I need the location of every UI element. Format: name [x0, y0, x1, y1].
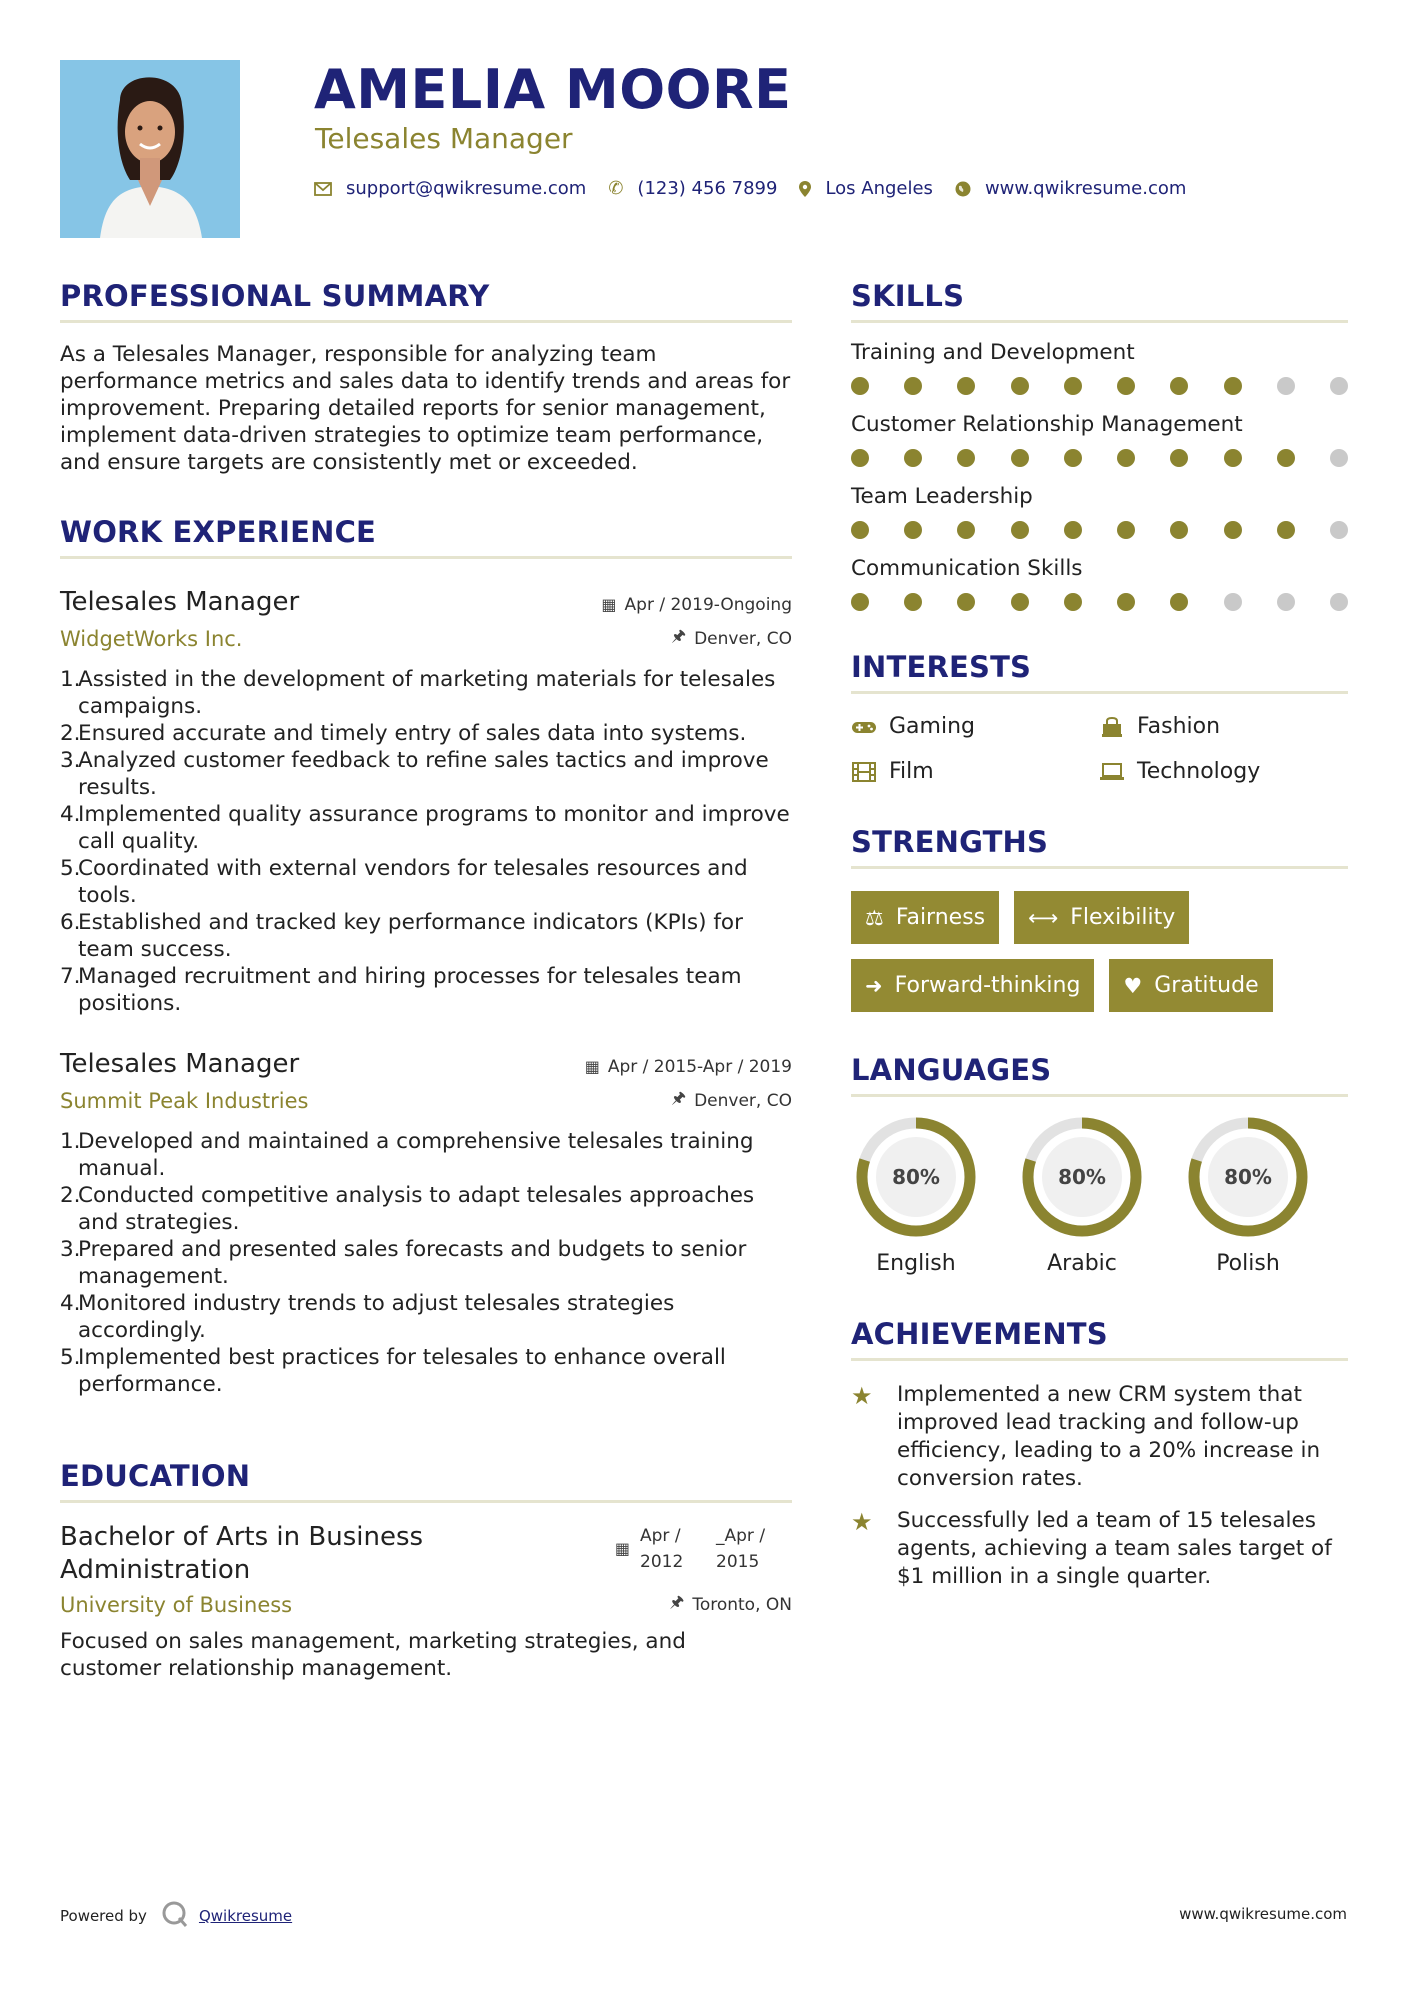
language-item [851, 1115, 981, 1276]
degree-title: Bachelor of Arts in Business Administration [60, 1522, 424, 1585]
skill-name: Communication Skills [851, 556, 1083, 581]
pushpin-icon: 🖈 [669, 1592, 685, 1611]
rating-dot [1170, 377, 1188, 395]
rating-dot [1330, 449, 1348, 467]
gamepad-icon [851, 719, 877, 735]
interests-grid [851, 714, 1348, 784]
rating-dot [904, 377, 922, 395]
interest-item: Technology [1099, 759, 1347, 784]
contact-email[interactable] [314, 178, 586, 199]
list-item: 1. Assisted in the development of marketing materials for telesales campaigns. [60, 667, 776, 719]
rating-dot [904, 449, 922, 467]
star-icon: ★ [851, 1508, 873, 1536]
company-name: Summit Peak Industries [60, 1088, 309, 1113]
qwikresume-logo-icon [161, 1900, 189, 1932]
rating-dot [851, 449, 869, 467]
language-name: Polish [1216, 1251, 1280, 1276]
skill-item [851, 339, 1348, 395]
strength-badge: ⟷ Flexibility [1014, 891, 1189, 944]
brand-link[interactable]: Qwikresume [198, 1907, 293, 1925]
languages-list [851, 1115, 1348, 1276]
rating-dot [1170, 521, 1188, 539]
shopping-bag-icon [1099, 716, 1125, 738]
skill-name: Training and Development [851, 340, 1135, 365]
education-dates: ▦ Apr / 2012 _Apr / 2015 [614, 1526, 766, 1572]
skill-name: Team Leadership [851, 484, 1033, 509]
skill-rating [851, 593, 1348, 611]
language-percent: 80% [1224, 1165, 1272, 1189]
interest-item: Film [851, 759, 1099, 784]
map-marker-icon [799, 181, 811, 197]
globe-icon [955, 181, 971, 197]
list-item: 4. Monitored industry trends to adjust telesales strategies accordingly. [60, 1291, 675, 1343]
language-percent: 80% [892, 1165, 940, 1189]
job-duties-list [60, 1128, 792, 1398]
rating-dot [1277, 593, 1295, 611]
rating-dot [1224, 593, 1242, 611]
email-text: support@qwikresume.com [346, 178, 587, 199]
calendar-icon: ▦ [614, 1539, 630, 1558]
list-item: 2. Conducted competitive analysis to adapt telesales approaches and strategies. [60, 1183, 755, 1235]
job-dates: Apr / 2015-Apr / 2019 [607, 1056, 792, 1077]
arrow-right-icon: ➜ [865, 973, 883, 998]
rating-dot [1011, 449, 1029, 467]
job-duties-list [60, 666, 792, 1017]
list-item: 3. Analyzed customer feedback to refine sales tactics and improve results. [60, 748, 769, 800]
job-location: Denver, CO [694, 628, 792, 649]
rating-dot [1170, 449, 1188, 467]
skill-name: Customer Relationship Management [851, 412, 1243, 437]
summary-text: As a Telesales Manager, responsible for analyzing team performance metrics and sales data to identify trends and areas for improvement. Preparing detailed reports for senior management, implement data-driven strategies to optimize team performance, and ensure targets are consistently met or exceeded. [60, 342, 791, 475]
languages-heading: LANGUAGES [851, 1048, 1348, 1097]
right-column [851, 274, 1348, 1591]
rating-dot [1064, 521, 1082, 539]
strengths-list [851, 891, 1348, 1012]
strength-badge: ➜ Forward-thinking [851, 959, 1094, 1012]
skill-item [851, 483, 1348, 539]
rating-dot [851, 521, 869, 539]
phone-icon: ✆ [608, 178, 624, 199]
pushpin-icon: 🖈 [671, 626, 687, 645]
language-item [1017, 1115, 1147, 1276]
list-item: 5. Coordinated with external vendors for telesales resources and tools. [60, 856, 748, 908]
rating-dot [1224, 449, 1242, 467]
education-location: Toronto, ON [692, 1594, 792, 1615]
language-item [1183, 1115, 1313, 1276]
experience-heading: WORK EXPERIENCE [60, 510, 792, 559]
laptop-icon [1099, 763, 1125, 781]
list-item: 7. Managed recruitment and hiring processes for telesales team positions. [60, 964, 742, 1016]
rating-dot [957, 521, 975, 539]
arrows-h-icon: ⟷ [1028, 905, 1059, 930]
rating-dot [1277, 521, 1295, 539]
calendar-icon: ▦ [601, 595, 617, 614]
rating-dot [904, 593, 922, 611]
rating-dot [1117, 521, 1135, 539]
rating-dot [1011, 593, 1029, 611]
interest-item: Fashion [1099, 714, 1347, 739]
interest-item: Gaming [851, 714, 1099, 739]
rating-dot [851, 377, 869, 395]
rating-dot [1117, 377, 1135, 395]
job-entry [60, 585, 792, 1017]
envelope-icon [314, 182, 332, 196]
summary-heading: PROFESSIONAL SUMMARY [60, 274, 792, 323]
list-item: 4. Implemented quality assurance programs to monitor and improve call quality. [60, 802, 790, 854]
rating-dot [1330, 377, 1348, 395]
rating-dot [1011, 521, 1029, 539]
rating-dot [1170, 593, 1188, 611]
education-entry [60, 1521, 792, 1587]
rating-dot [1064, 593, 1082, 611]
calendar-icon: ▦ [584, 1057, 600, 1076]
strength-badge: ⚖ Fairness [851, 891, 999, 944]
rating-dot [957, 449, 975, 467]
list-item: 1. Developed and maintained a comprehensive telesales training manual. [60, 1129, 754, 1181]
film-icon [851, 762, 877, 782]
skill-rating [851, 449, 1348, 467]
contact-bar [314, 178, 1208, 199]
achievement-item: ★ Implemented a new CRM system that improved lead tracking and follow-up efficiency, leading to a 20% increase in conversion rates. [851, 1382, 1321, 1491]
rating-dot [851, 593, 869, 611]
rating-dot [904, 521, 922, 539]
job-entry [60, 1047, 792, 1398]
language-ring [1020, 1115, 1144, 1239]
rating-dot [957, 377, 975, 395]
skill-rating [851, 521, 1348, 539]
skill-item [851, 555, 1348, 611]
contact-website[interactable] [955, 178, 1186, 199]
skills-list [851, 339, 1348, 611]
footer-powered-by [60, 1900, 292, 1932]
language-ring [854, 1115, 978, 1239]
rating-dot [1224, 521, 1242, 539]
rating-dot [1011, 377, 1029, 395]
skill-item [851, 411, 1348, 467]
contact-location [799, 178, 933, 199]
pushpin-icon: 🖈 [671, 1088, 687, 1107]
job-title: Telesales Manager [60, 1049, 300, 1079]
profile-photo [60, 60, 240, 238]
rating-dot [1330, 521, 1348, 539]
rating-dot [1224, 377, 1242, 395]
skill-rating [851, 377, 1348, 395]
location-text: Los Angeles [825, 178, 933, 199]
phone-text: (123) 456 7899 [637, 178, 778, 199]
education-heading: EDUCATION [60, 1454, 792, 1503]
job-dates: Apr / 2019-Ongoing [624, 594, 792, 615]
language-percent: 80% [1058, 1165, 1106, 1189]
strengths-heading: STRENGTHS [851, 820, 1348, 869]
language-name: English [876, 1251, 956, 1276]
rating-dot [1277, 449, 1295, 467]
language-name: Arabic [1047, 1251, 1117, 1276]
footer-website[interactable]: www.qwikresume.com [1179, 1905, 1347, 1923]
left-column [60, 274, 792, 1682]
strength-badge: ♥ Gratitude [1109, 959, 1272, 1012]
skills-heading: SKILLS [851, 274, 1348, 323]
job-location: Denver, CO [694, 1090, 792, 1111]
candidate-name: AMELIA MOORE [314, 58, 792, 121]
candidate-title: Telesales Manager [315, 122, 573, 155]
rating-dot [1064, 377, 1082, 395]
rating-dot [1277, 377, 1295, 395]
powered-by-text: Powered by [60, 1907, 147, 1925]
list-item: 2. Ensured accurate and timely entry of sales data into systems. [60, 721, 747, 746]
heart-icon: ♥ [1123, 973, 1143, 998]
interests-heading: INTERESTS [851, 645, 1348, 694]
job-title: Telesales Manager [60, 587, 300, 617]
achievements-heading: ACHIEVEMENTS [851, 1312, 1348, 1361]
rating-dot [1330, 593, 1348, 611]
list-item: 3. Prepared and presented sales forecasts and budgets to senior management. [60, 1237, 747, 1289]
list-item: 5. Implemented best practices for telesales to enhance overall performance. [60, 1345, 726, 1397]
website-text: www.qwikresume.com [984, 178, 1187, 199]
achievement-item: ★ Successfully led a team of 15 telesales agents, achieving a team sales target of $1 million in a single quarter. [851, 1508, 1332, 1589]
company-name: WidgetWorks Inc. [60, 626, 243, 651]
rating-dot [957, 593, 975, 611]
language-ring [1186, 1115, 1310, 1239]
contact-phone[interactable] [608, 178, 777, 199]
rating-dot [1117, 593, 1135, 611]
school-name: University of Business [60, 1592, 293, 1617]
rating-dot [1064, 449, 1082, 467]
list-item: 6. Established and tracked key performance indicators (KPIs) for team success. [60, 910, 743, 962]
star-icon: ★ [851, 1382, 873, 1410]
balance-scale-icon: ⚖ [865, 905, 884, 930]
education-description: Focused on sales management, marketing strategies, and customer relationship management. [60, 1629, 686, 1681]
rating-dot [1117, 449, 1135, 467]
